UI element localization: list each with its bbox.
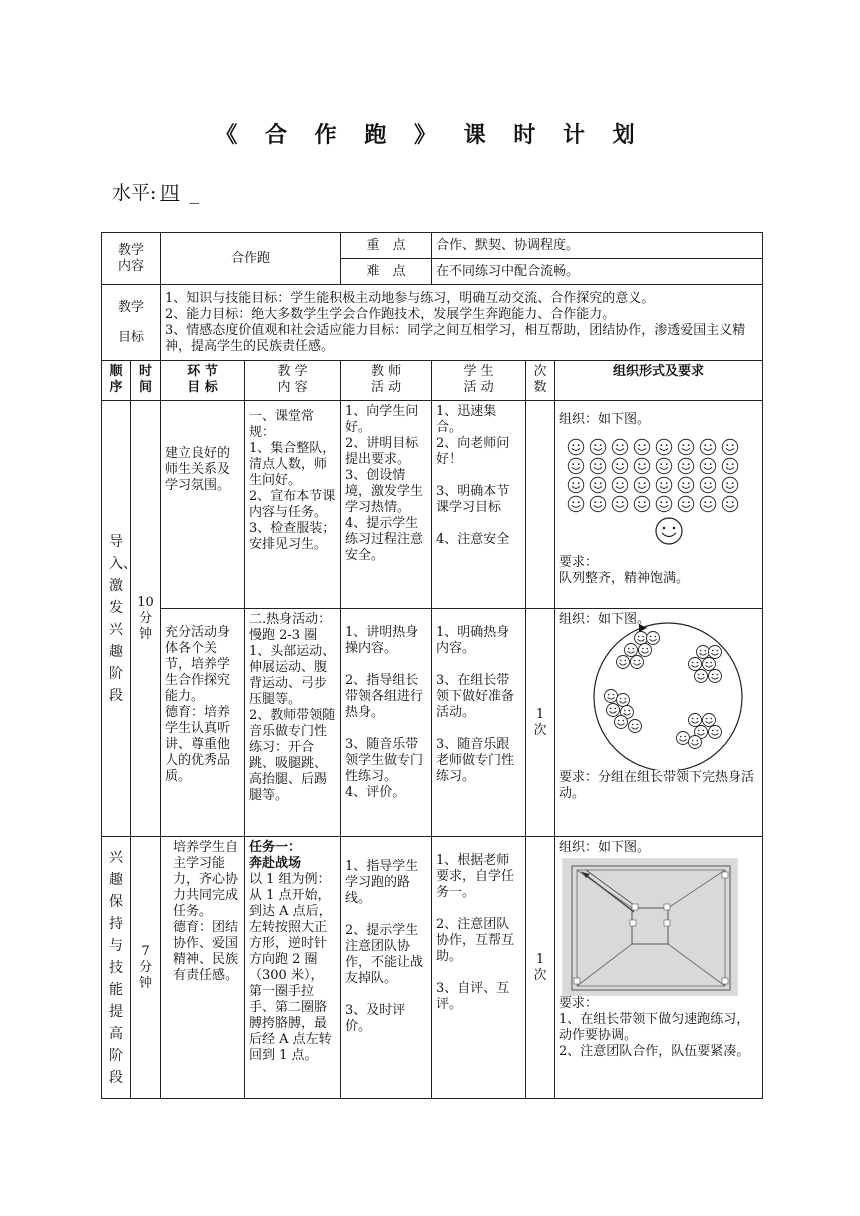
s1r2-req: 要求：分组在组长带领下完热身活动。 bbox=[559, 770, 755, 801]
student-smile-icon bbox=[647, 632, 660, 645]
student-smile-icon bbox=[699, 476, 719, 494]
student-smile-icon bbox=[567, 457, 587, 475]
student-smile-icon bbox=[639, 644, 652, 657]
task-content: 以 1 组为例：从 1 点开始，到达 A 点后，左转按照大正方形，逆时针方向跑 2 圈（300 米），第一圈手拉手、第二圈胳膊挎胳膊，最后经 A 点左转回到 1 点。 bbox=[249, 872, 332, 1063]
student-smile-icon bbox=[655, 495, 675, 513]
s1r1-times bbox=[526, 401, 555, 609]
student-smile-icon bbox=[721, 457, 741, 475]
s1r2-times: 1 次 bbox=[526, 609, 555, 837]
goal-label: 教学 目标 bbox=[102, 285, 161, 361]
student-smile-icon bbox=[689, 658, 702, 671]
student-smile-icon bbox=[589, 495, 609, 513]
s1r1-req-label: 要求： bbox=[559, 555, 599, 570]
student-smile-icon bbox=[655, 457, 675, 475]
goal-3: 3、情感态度价值观和社会适应能力目标：同学之间互相学习，相互帮助，团结协作，渗透爱国主义精神，提高学生的民族责任感。 bbox=[165, 322, 746, 354]
student-smile-icon bbox=[611, 476, 631, 494]
s2-student: 1、根据老师要求，自学任务一。 2、注意团队协作，互帮互助。 3、自评、互评。 bbox=[432, 837, 526, 1099]
s1r1-student: 1、迅速集合。 2、向老师问好！ 3、明确本节课学习目标 4、注意安全 bbox=[432, 401, 526, 609]
content-label: 教学 内容 bbox=[102, 233, 161, 285]
section2-name: 兴趣保持与技能提高阶段 bbox=[102, 837, 131, 1099]
student-smile-icon bbox=[631, 656, 644, 669]
header-teacher: 教 师 活 动 bbox=[341, 361, 432, 401]
section1-time: 10 分 钟 bbox=[131, 401, 161, 837]
level-value: 四 bbox=[160, 182, 180, 204]
student-smile-icon bbox=[689, 736, 702, 749]
student-smile-icon bbox=[625, 644, 638, 657]
student-smile-icon bbox=[721, 495, 741, 513]
s2-goal: 培养学生自主学习能力，齐心协力共同完成任务。 德育：团结协作、爱国精神、民族有责任感。 bbox=[161, 837, 245, 1099]
level-line bbox=[112, 178, 199, 205]
student-smile-icon bbox=[677, 457, 697, 475]
difficulty-value: 在不同练习中配合流畅。 bbox=[432, 259, 763, 285]
student-smile-icon bbox=[655, 476, 675, 494]
header-content: 教 学 内 容 bbox=[245, 361, 341, 401]
header-org: 组织形式及要求 bbox=[555, 361, 763, 401]
student-smile-icon bbox=[633, 476, 653, 494]
student-smile-icon bbox=[697, 646, 710, 659]
difficulty-label: 难 点 bbox=[341, 259, 432, 285]
student-smile-icon bbox=[703, 714, 716, 727]
header-student: 学 生 活 动 bbox=[432, 361, 526, 401]
student-smile-icon bbox=[635, 632, 648, 645]
s2-req-1: 1、在组长带领下做匀速跑练习，动作要协调。 bbox=[559, 1012, 750, 1043]
student-smile-icon bbox=[607, 704, 620, 717]
student-smile-icon bbox=[629, 720, 642, 733]
header-order: 顺 序 bbox=[102, 361, 131, 401]
student-smile-icon bbox=[567, 438, 587, 456]
section1-name: 导入、激发兴趣阶段 bbox=[102, 401, 131, 837]
student-smile-icon bbox=[677, 495, 697, 513]
content-value: 合作跑 bbox=[161, 233, 341, 285]
s1r1-req: 队列整齐，精神饱满。 bbox=[559, 571, 690, 586]
lesson-plan-table bbox=[101, 232, 763, 1099]
s1r2-content: 二.热身活动： 慢跑 2-3 圈 1、头部运动、伸展运动、腹背运动、弓步压腿等。 2、教师带领随音乐做专门性练习：开合跳、吸腿跳、高抬腿、后踢腿等。 bbox=[245, 609, 341, 837]
formation-diagram bbox=[567, 438, 758, 513]
s1r1-content: 一、课堂常规： 1、集合整队，清点人数，师生问好。 2、宣布本节课内容与任务。 3、检查服装；安排见习生。 bbox=[245, 401, 341, 609]
student-smile-icon bbox=[633, 438, 653, 456]
student-smile-icon bbox=[677, 438, 697, 456]
student-smile-icon bbox=[589, 457, 609, 475]
s1r1-goal: 建立良好的师生关系及学习氛围。 bbox=[161, 401, 245, 609]
s1r1-org-label: 组织：如下图。 bbox=[559, 412, 651, 427]
student-smile-icon bbox=[721, 476, 741, 494]
s2-org-label: 组织：如下图。 bbox=[559, 840, 651, 855]
student-smile-icon bbox=[589, 438, 609, 456]
s2-teacher: 1、指导学生学习跑的路线。 2、提示学生注意团队协作，不能让战友掉队。 3、及时评价。 bbox=[341, 837, 432, 1099]
s1r2-student: 1、明确热身内容。 3、在组长带领下做好准备活动。 3、随音乐跟老师做专门性练习。 bbox=[432, 609, 526, 837]
student-smile-icon bbox=[677, 476, 697, 494]
student-smile-icon bbox=[617, 656, 630, 669]
student-smile-icon bbox=[567, 495, 587, 513]
student-smile-icon bbox=[611, 438, 631, 456]
student-smile-icon bbox=[615, 716, 628, 729]
student-smile-icon bbox=[655, 438, 675, 456]
key-value: 合作、默契、协调程度。 bbox=[432, 233, 763, 259]
s1r2-org bbox=[555, 609, 763, 837]
level-label: 水平: bbox=[112, 182, 157, 204]
goals-cell bbox=[161, 285, 763, 361]
student-smile-icon bbox=[695, 670, 708, 683]
s2-req-label: 要求： bbox=[559, 996, 599, 1011]
s1r1-teacher: 1、向学生问好。 2、讲明目标提出要求。 3、创设情境，激发学生学习热情。 4、提示学生练习过程注意安全。 bbox=[341, 401, 432, 609]
student-smile-icon bbox=[709, 726, 722, 739]
s2-org bbox=[555, 837, 763, 1099]
level-suffix: _ bbox=[189, 182, 199, 204]
task-name: 奔赴战场 bbox=[249, 856, 302, 871]
goal-1: 1、知识与技能目标：学生能积极主动地参与练习，明确互动交流、合作探究的意义。 bbox=[165, 290, 655, 306]
goal-2: 2、能力目标：绝大多数学生学会合作跑技术，发展学生奔跑能力、合作能力。 bbox=[165, 306, 616, 322]
student-smile-icon bbox=[689, 714, 702, 727]
field-route-diagram bbox=[562, 858, 738, 996]
student-smile-icon bbox=[699, 457, 719, 475]
student-smile-icon bbox=[677, 732, 690, 745]
student-smile-icon bbox=[709, 670, 722, 683]
task-title: 任务一： bbox=[249, 840, 302, 855]
student-smile-icon bbox=[589, 476, 609, 494]
student-smile-icon bbox=[567, 476, 587, 494]
teacher-face bbox=[579, 516, 758, 551]
s1r2-teacher: 1、讲明热身操内容。 2、指导组长带领各组进行热身。 3、随音乐带领学生做专门性练习。 4、评价。 bbox=[341, 609, 432, 837]
header-times: 次 数 bbox=[526, 361, 555, 401]
section2-time: 7 分 钟 bbox=[131, 837, 161, 1099]
s1r2-org-label: 组织：如下图。 bbox=[559, 612, 651, 627]
s1r2-goal: 充分活动身体各个关节，培养学生合作探究能力。 德育：培养学生认真听讲、尊重他人的优秀品质。 bbox=[161, 609, 245, 837]
s2-content bbox=[245, 837, 341, 1099]
header-stage: 环 节 目 标 bbox=[161, 361, 245, 401]
student-smile-icon bbox=[709, 646, 722, 659]
header-time: 时 间 bbox=[131, 361, 161, 401]
student-smile-icon bbox=[611, 495, 631, 513]
student-smile-icon bbox=[633, 495, 653, 513]
student-smile-icon bbox=[699, 495, 719, 513]
student-smile-icon bbox=[633, 457, 653, 475]
student-smile-icon bbox=[699, 438, 719, 456]
teacher-smile-icon bbox=[654, 516, 684, 546]
warmup-circle-diagram bbox=[583, 620, 753, 770]
s2-req-2: 2、注意团队合作，队伍要紧凑。 bbox=[559, 1044, 750, 1059]
s1r1-org bbox=[555, 401, 763, 609]
key-label: 重 点 bbox=[341, 233, 432, 259]
student-smile-icon bbox=[605, 690, 618, 703]
page-title: 《 合 作 跑 》 课 时 计 划 bbox=[215, 122, 645, 148]
student-smile-icon bbox=[703, 658, 716, 671]
s2-times: 1 次 bbox=[526, 837, 555, 1099]
student-smile-icon bbox=[617, 694, 630, 707]
student-smile-icon bbox=[721, 438, 741, 456]
student-smile-icon bbox=[611, 457, 631, 475]
